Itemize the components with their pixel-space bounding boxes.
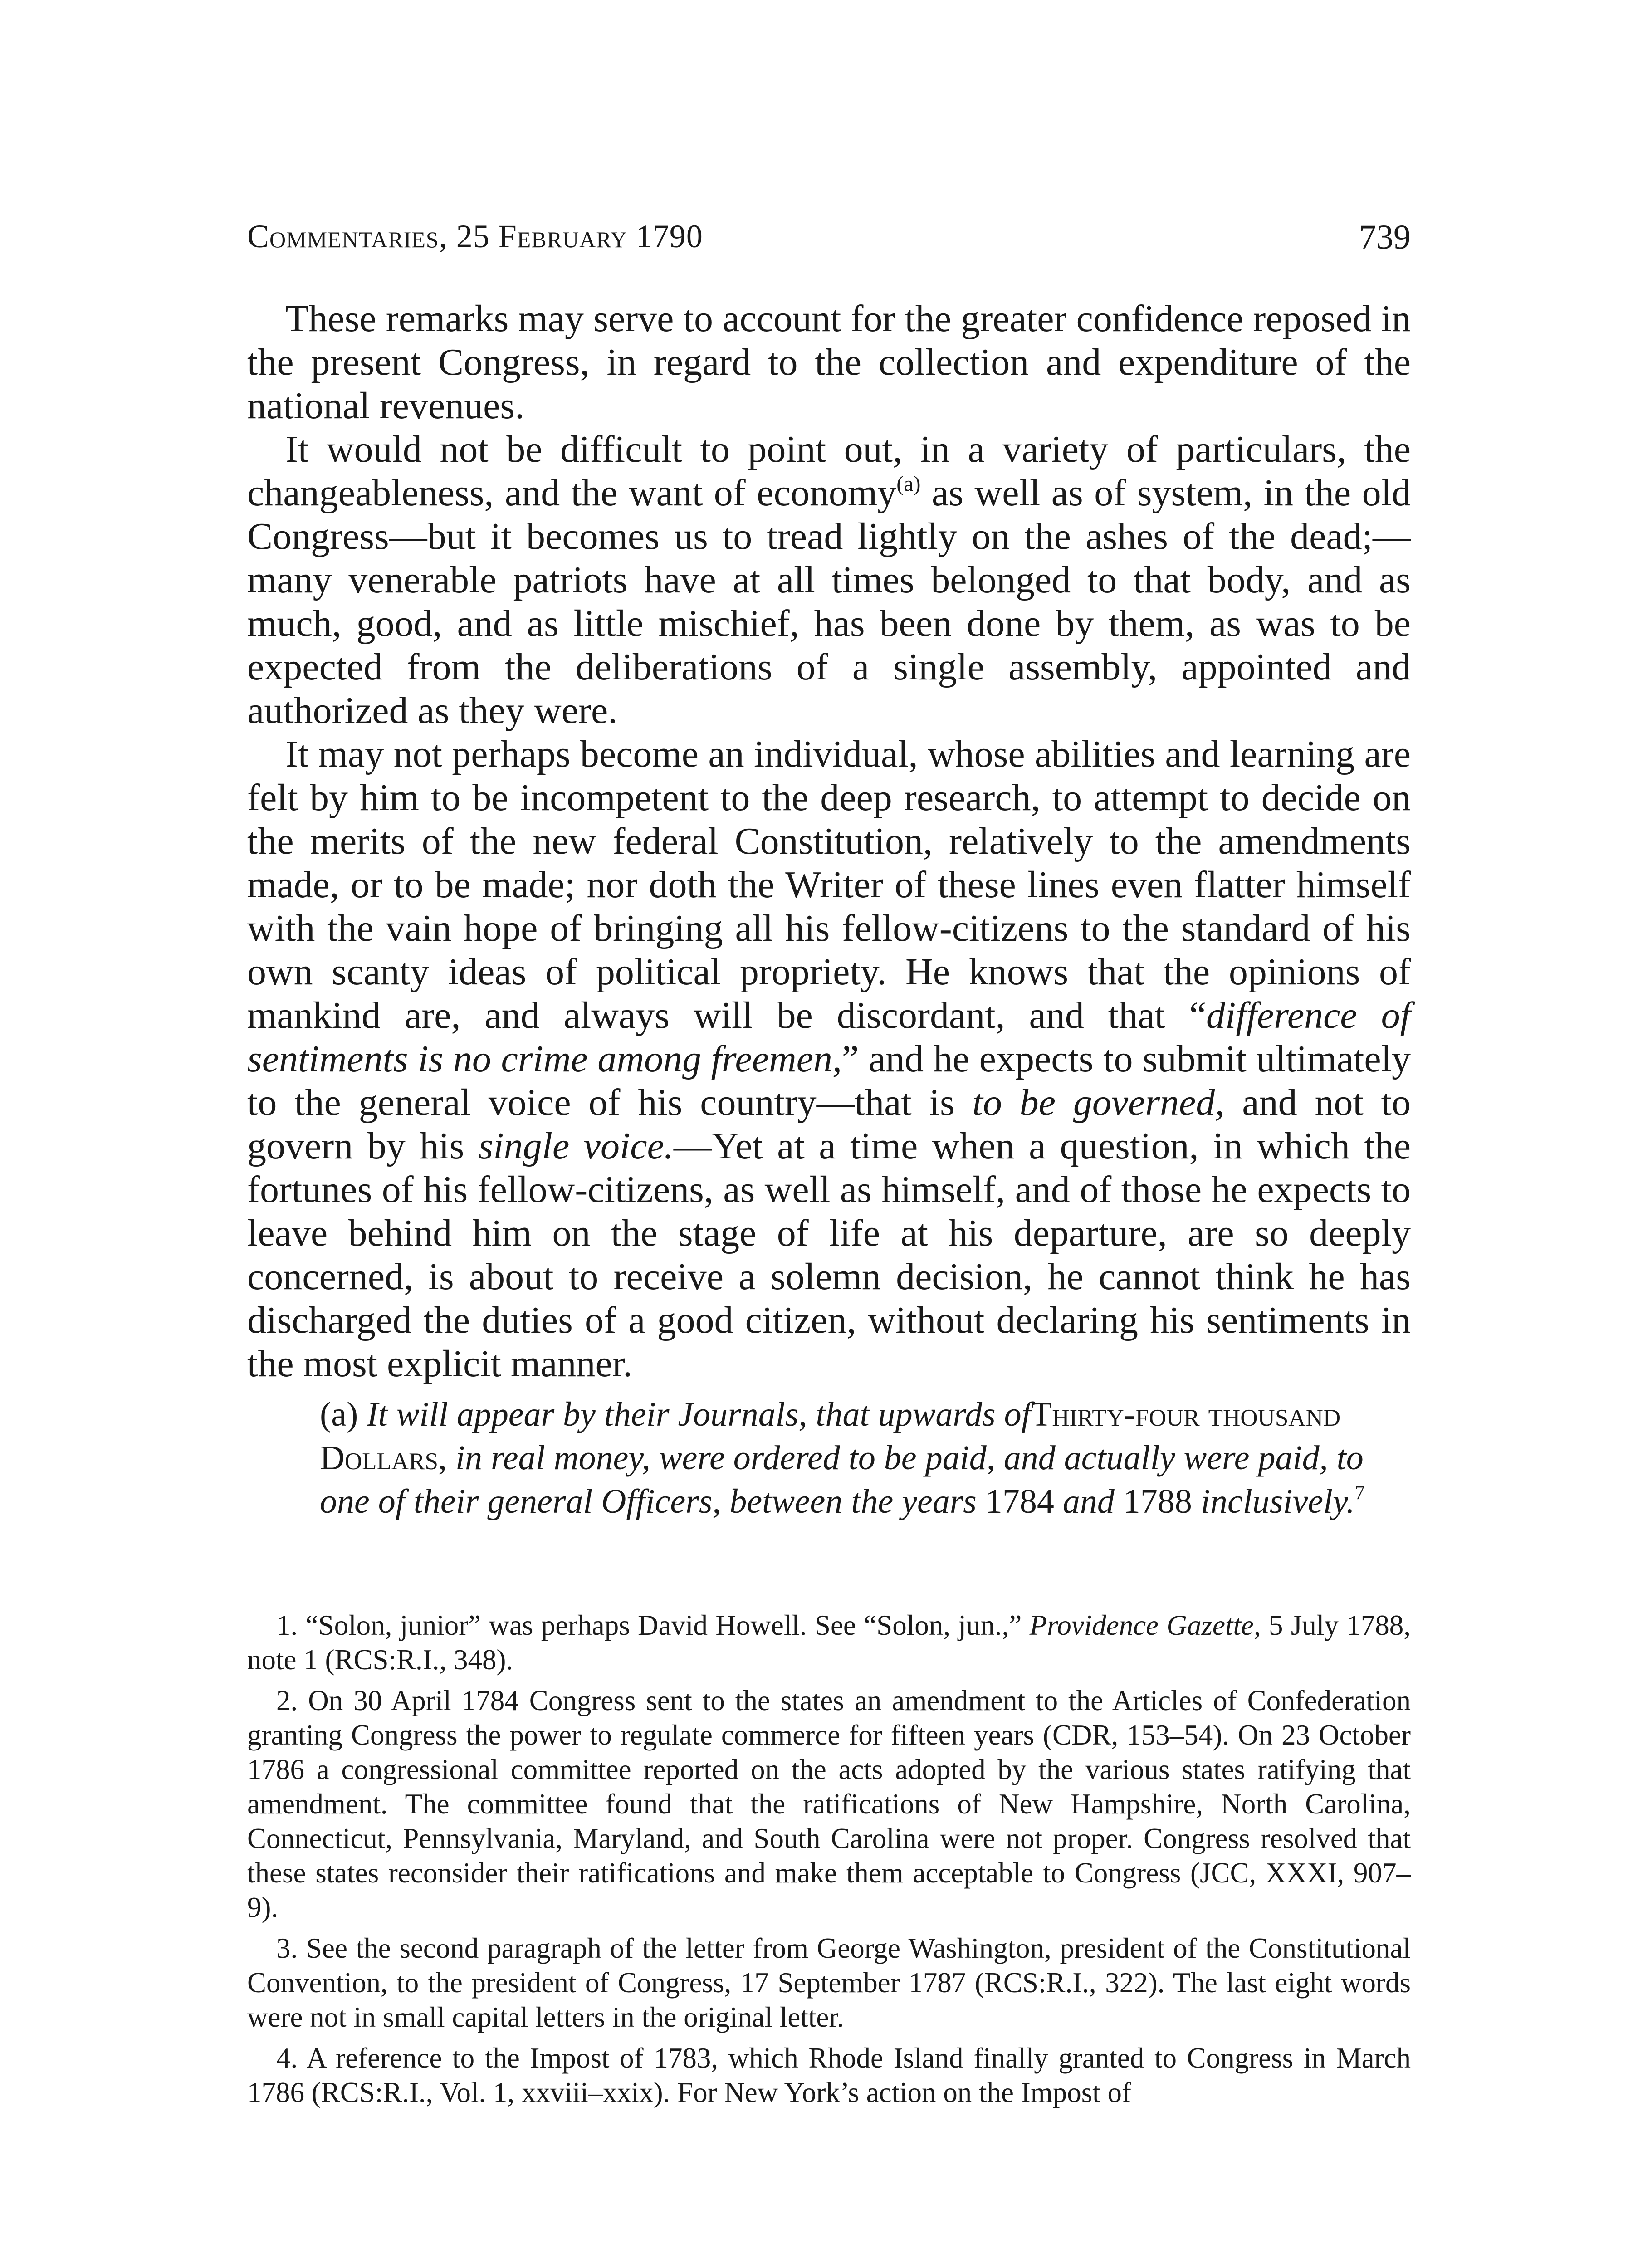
footnote-1-text-b: 5 July 1788, note 1 (RCS:R.I., 348). [247, 1609, 1411, 1676]
paragraph-2 [247, 428, 1411, 733]
running-head-text: Commentaries, 25 February 1790 [247, 218, 703, 254]
note-a-text-4: inclusively. [1200, 1482, 1355, 1520]
paragraph-3-italic-1: difference of sentiments is no crime among freemen, [247, 994, 1411, 1080]
paragraph-3-text-a: It may not perhaps become an individual, whose abilities and learning are felt by him to be incompetent to the deep research, to attempt to decide on the merits of the new federal Constitution, relatively to the amendments made, or to be made; nor doth the Writer of these lines even flatter himself with the vain hope of bringing all his fellow-citizens to the standard of his own scanty ideas of political propriety. He knows that the opinions of mankind are, and always will be discordant, and that “ [247, 733, 1411, 1036]
note-a-text-3: and [1062, 1482, 1115, 1520]
footnote-2: 2. On 30 April 1784 Congress sent to the states an amendment to the Articles of Confederation granting Congress the power to regulate commerce for fifteen years (CDR, 153–54). On 23 October 1786 a congressional committee reported on the acts adopted by the various states ratifying that amendment. The committee found that the ratifications of New Hampshire, North Carolina, Connecticut, Pennsylvania, Maryland, and South Carolina were not proper. Congress resolved that these states reconsider their ratifications and make them acceptable to Congress (JCC, XXXI, 907–9). [247, 1685, 1411, 1923]
footnote-1-italic: Providence Gazette, [1029, 1609, 1261, 1641]
footnote-3: 3. See the second paragraph of the letter from George Washington, president of the Constitutional Convention, to the president of Congress, 17 September 1787 (RCS:R.I., 322). The last eight words were not in small capital letters in the original letter. [247, 1932, 1411, 2033]
paragraph-3-text-c: and not to govern by his [247, 1081, 1411, 1167]
paragraph-1: These remarks may serve to account for the greater confidence reposed in the present Congress, in regard to the collection and expenditure of the national revenues. [247, 298, 1411, 427]
paragraph-2-text-a: It would not be difficult to point out, in a variety of particulars, the changeableness, and the want of economy [247, 428, 1411, 514]
paragraph-2-text-b: as well as of system, in the old Congress—but it becomes us to tread lightly on the ashes of the dead;—many venerable patriots have at all times belonged to that body, and as much, good, and as little mischief, has been done by them, as was to be expected from the deliberations of a single assembly, appointed and authorized as they were. [247, 472, 1411, 732]
note-a-smallcaps: Thirty-four thousand Dollars, [320, 1395, 1341, 1477]
paragraph-3-italic-2: to be governed, [972, 1081, 1225, 1124]
paragraph-3-text-b: ” and he expects to submit ultimately to the general voice of his country—that is [247, 1038, 1411, 1124]
original-note-a-text [247, 1393, 1411, 1523]
main-text [247, 297, 1411, 1386]
note-reference-a: (a) [896, 472, 921, 496]
note-a-year-1: 1784 [985, 1482, 1054, 1520]
running-head [247, 218, 703, 255]
paragraph-3 [247, 733, 1411, 1386]
note-a-text-2: in real money, were ordered to be paid, and actually were paid, to one of their general Officers, between the years [320, 1439, 1364, 1520]
note-a-year-2: 1788 [1123, 1482, 1192, 1520]
note-a-text-1: It will appear by their Journals, that upwards of [367, 1395, 1031, 1433]
note-reference-7: 7 [1354, 1481, 1365, 1504]
footnote-1 [247, 1608, 1411, 1677]
editorial-footnotes [247, 1608, 1411, 2116]
paragraph-3-italic-3: single voice. [478, 1125, 674, 1167]
page-number: 739 [1359, 218, 1411, 256]
paragraph-3-text-d: —Yet at a time when a question, in which the fortunes of his fellow-citizens, as well as himself, and of those he expects to leave behind him on the stage of life at his departure, are so deeply concerned, is about to receive a solemn decision, he cannot think he has discharged the duties of a good citizen, without declaring his sentiments in the most explicit manner. [247, 1125, 1411, 1385]
footnote-1-text-a: 1. “Solon, junior” was perhaps David Howell. See “Solon, jun.,” [276, 1609, 1030, 1641]
footnote-4: 4. A reference to the Impost of 1783, which Rhode Island finally granted to Congress in March 1786 (RCS:R.I., Vol. 1, xxviii–xxix). For New York’s action on the Impost of [247, 2042, 1411, 2108]
page-header [247, 218, 1411, 268]
original-note-a [247, 1393, 1411, 1523]
note-a-label: (a) [320, 1395, 358, 1433]
